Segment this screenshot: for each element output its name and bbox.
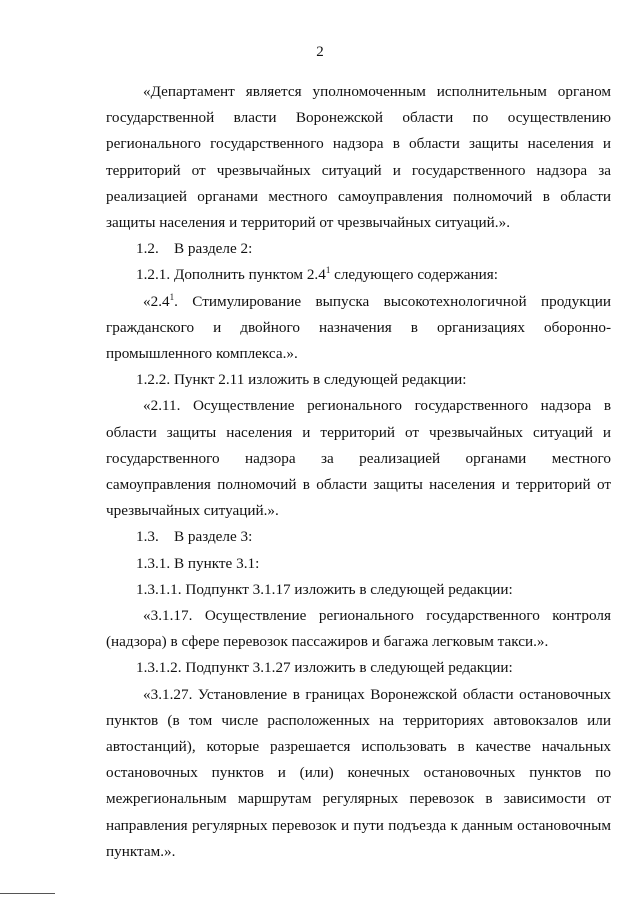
paragraph-1-2-2: 1.2.2. Пункт 2.11 изложить в следующей редакции: — [136, 371, 467, 389]
paragraph-1-2-1-text-start: 1.2.1. Дополнить пунктом 2.4 — [136, 266, 326, 284]
document-body — [106, 79, 611, 865]
superscript-1: 1 — [169, 291, 175, 302]
paragraph-1-2-1-text-end: следующего содержания: — [330, 266, 498, 284]
paragraph-2-4-1 — [106, 289, 611, 368]
paragraph-2-4-1-text-end: . Стимулирование выпуска высокотехнологичной продукции гражданского и двойного назначения в организациях оборонно-промышленного комплекса.». — [106, 292, 611, 363]
paragraph-section-2-heading: 1.2. В разделе 2: — [136, 240, 253, 258]
superscript-1: 1 — [325, 265, 331, 276]
paragraph-1-2-1 — [106, 262, 611, 288]
paragraph-3-1-27: «3.1.27. Установление в границах Воронежской области остановочных пунктов (в том числе расположенных на территориях автовокзалов или автостанций), которые разрешается использовать в качестве начальных остановочных пунктов и (или) конечных остановочных пунктов по межрегиональным маршрутам регулярных перевозок в зависимости от направления регулярных перевозок и пути подъезда к данным остановочным пунктам.». — [106, 685, 611, 860]
paragraph-section-3-heading: 1.3. В разделе 3: — [136, 528, 253, 546]
paragraph-3-1-17: «3.1.17. Осуществление регионального государственного контроля (надзора) в сфере перевозок пассажиров и багажа легковым такси.». — [106, 607, 611, 651]
footnote-divider — [0, 893, 55, 894]
paragraph-2-4-1-text-start: «2.4 — [143, 292, 170, 310]
paragraph-1-3-1: 1.3.1. В пункте 3.1: — [136, 554, 260, 572]
page-number: 2 — [316, 44, 324, 60]
paragraph-2-11: «2.11. Осуществление регионального государственного надзора в области защиты населения и территорий от чрезвычайных ситуаций и государственного надзора за реализацией органами местного самоуправления полномочий в области защиты населения и территорий от чрезвычайных ситуаций.». — [106, 397, 611, 520]
paragraph-1-3-1-2: 1.3.1.2. Подпункт 3.1.27 изложить в следующей редакции: — [136, 659, 513, 677]
paragraph-1-3-1-1: 1.3.1.1. Подпункт 3.1.17 изложить в следующей редакции: — [136, 580, 513, 598]
paragraph-department-status: «Департамент является уполномоченным исполнительным органом государственной власти Воронежской области по осуществлению регионального государственного надзора в области защиты населения и территорий от чрезвычайных ситуаций и государственного надзора за реализацией органами местного самоуправления полномочий в области защиты населения и территорий от чрезвычайных ситуаций.». — [106, 83, 611, 232]
